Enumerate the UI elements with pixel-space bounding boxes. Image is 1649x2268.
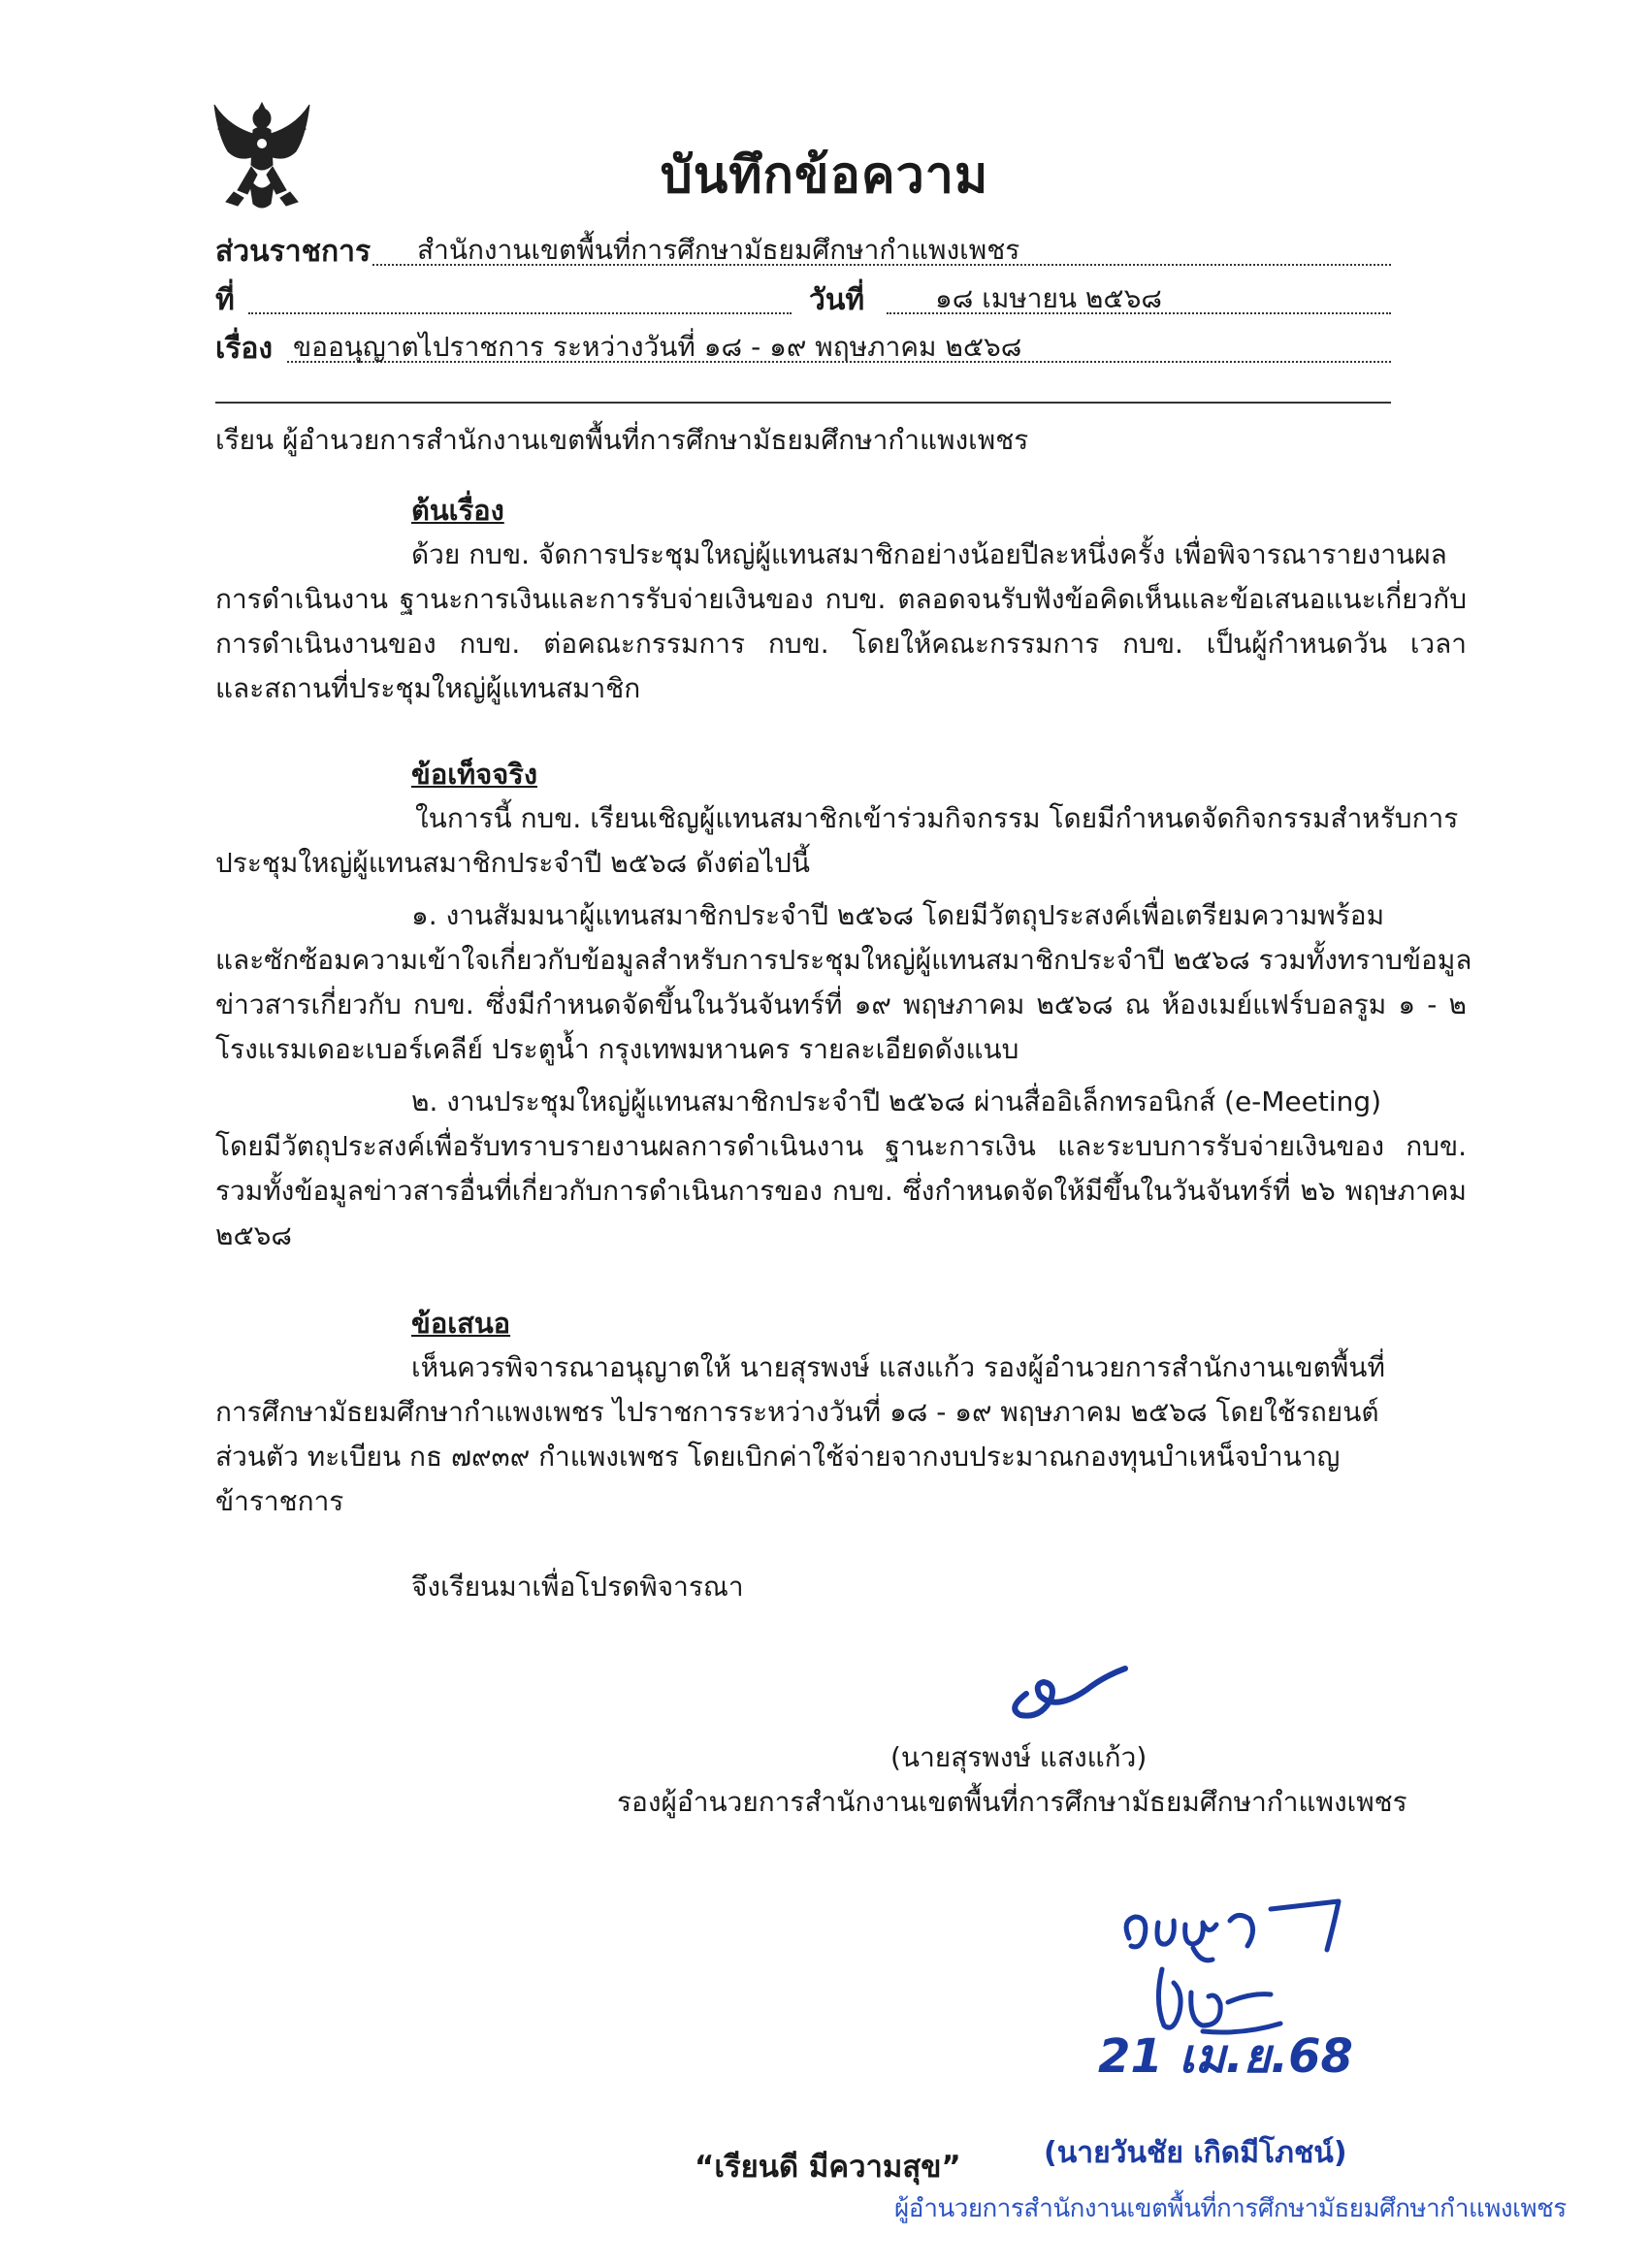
proposal-heading: ข้อเสนอ (411, 1307, 511, 1340)
background-heading: ต้นเรื่อง (411, 494, 504, 527)
background-line: การดำเนินงานของ กบข. ต่อคณะกรรมการ กบข. โดยให้คณะกรรมการ กบข. เป็นผู้กำหนดวัน เวลา (215, 628, 1467, 660)
date-value: ๑๘ เมษายน ๒๕๖๘ (935, 282, 1162, 314)
background-line: และสถานที่ประชุมใหญ่ผู้แทนสมาชิก (215, 672, 641, 704)
facts-line: โรงแรมเดอะเบอร์เคลีย์ ประตูน้ำ กรุงเทพมหานคร รายละเอียดดังแนบ (215, 1033, 1019, 1065)
facts-line: และซักซ้อมความเข้าใจเกี่ยวกับข้อมูลสำหรับการประชุมใหญ่ผู้แทนสมาชิกประจำปี ๒๕๖๘ รวมทั้งทราบข้อมูล (215, 944, 1472, 976)
header-subject-row (215, 326, 1391, 369)
subject-value: ขออนุญาตไปราชการ ระหว่างวันที่ ๑๘ - ๑๙ พฤษภาคม ๒๕๖๘ (293, 331, 1022, 363)
facts-line: ๒๕๖๘ (215, 1219, 293, 1251)
proposal-line: ส่วนตัว ทะเบียน กธ ๗๙๓๙ กำแพงเพชร โดยเบิกค่าใช้จ่ายจากงบประมาณกองทุนบำเหน็จบำนาญ (215, 1441, 1341, 1473)
header-agency-row (215, 229, 1391, 272)
header-ref-date-row (215, 277, 1391, 320)
background-line: ด้วย กบข. จัดการประชุมใหญ่ผู้แทนสมาชิกอย่างน้อยปีละหนึ่งครั้ง เพื่อพิจารณารายงานผล (411, 538, 1447, 570)
signer-name: (นายสุรพงษ์ แสงแก้ว) (890, 1741, 1148, 1773)
facts-heading: ข้อเท็จจริง (411, 758, 537, 791)
proposal-line: การศึกษามัธยมศึกษากำแพงเพชร ไปราชการระหว่างวันที่ ๑๘ - ๑๙ พฤษภาคม ๒๕๖๘ โดยใช้รถยนต์ (215, 1396, 1379, 1428)
ref-label: ที่ (215, 283, 235, 317)
motto: “เรียนดี มีความสุข” (695, 2150, 961, 2185)
facts-line: ในการนี้ กบข. เรียนเชิญผู้แทนสมาชิกเข้าร่วมกิจกรรม โดยมีกำหนดจัดกิจกรรมสำหรับการ (415, 802, 1459, 834)
facts-line: ๒. งานประชุมใหญ่ผู้แทนสมาชิกประจำปี ๒๕๖๘ ผ่านสื่ออิเล็กทรอนิกส์ (e-Meeting) (411, 1085, 1382, 1118)
salutation: เรียน ผู้อำนวยการสำนักงานเขตพื้นที่การศึกษามัธยมศึกษากำแพงเพชร (215, 424, 1029, 456)
handwritten-approval-date: 21 เม.ย.68 (1098, 2029, 1353, 2084)
proposal-line: ข้าราชการ (215, 1485, 344, 1517)
facts-line: ข่าวสารเกี่ยวกับ กบข. ซึ่งมีกำหนดจัดขึ้นในวันจันทร์ที่ ๑๙ พฤษภาคม ๒๕๖๘ ณ ห้องเมย์แฟร์บอลรูม ๑ - ๒ (215, 988, 1467, 1021)
subject-label: เรื่อง (215, 332, 274, 366)
proposal-line: เห็นควรพิจารณาอนุญาตให้ นายสุรพงษ์ แสงแก้ว รองผู้อำนวยการสำนักงานเขตพื้นที่ (411, 1351, 1385, 1383)
date-label: วันที่ (809, 283, 865, 317)
agency-label: ส่วนราชการ (215, 235, 372, 269)
agency-value: สำนักงานเขตพื้นที่การศึกษามัธยมศึกษากำแพงเพชร (417, 234, 1020, 266)
signer-position: รองผู้อำนวยการสำนักงานเขตพื้นที่การศึกษามัธยมศึกษากำแพงเพชร (617, 1786, 1407, 1818)
facts-line: รวมทั้งข้อมูลข่าวสารอื่นที่เกี่ยวกับการดำเนินการของ กบข. ซึ่งกำหนดจัดให้มีขึ้นในวันจันทร์ที่ ๒๖ พฤษภาคม (215, 1175, 1467, 1207)
approver-position: ผู้อำนวยการสำนักงานเขตพื้นที่การศึกษามัธยมศึกษากำแพงเพชร (894, 2194, 1567, 2223)
closing-line: จึงเรียนมาเพื่อโปรดพิจารณา (411, 1571, 744, 1603)
facts-line: โดยมีวัตถุประสงค์เพื่อรับทราบรายงานผลการดำเนินงาน ฐานะการเงิน และระบบการรับจ่ายเงินของ กบข. (215, 1130, 1467, 1162)
facts-line: ประชุมใหญ่ผู้แทนสมาชิกประจำปี ๒๕๖๘ ดังต่อไปนี้ (215, 847, 811, 879)
signature-mark (997, 1655, 1133, 1723)
memo-title: บันทึกข้อความ (660, 146, 989, 205)
facts-line: ๑. งานสัมมนาผู้แทนสมาชิกประจำปี ๒๕๖๘ โดยมีวัตถุประสงค์เพื่อเตรียมความพร้อม (411, 899, 1385, 931)
ref-dotted-line (248, 312, 792, 314)
approver-name: (นายวันชัย เกิดมีโภชน์) (1044, 2136, 1347, 2170)
background-line: การดำเนินงาน ฐานะการเงินและการรับจ่ายเงินของ กบข. ตลอดจนรับฟังข้อคิดเห็นและข้อเสนอแนะเกี่ยวกับ (215, 583, 1467, 615)
header-rule (215, 402, 1391, 404)
